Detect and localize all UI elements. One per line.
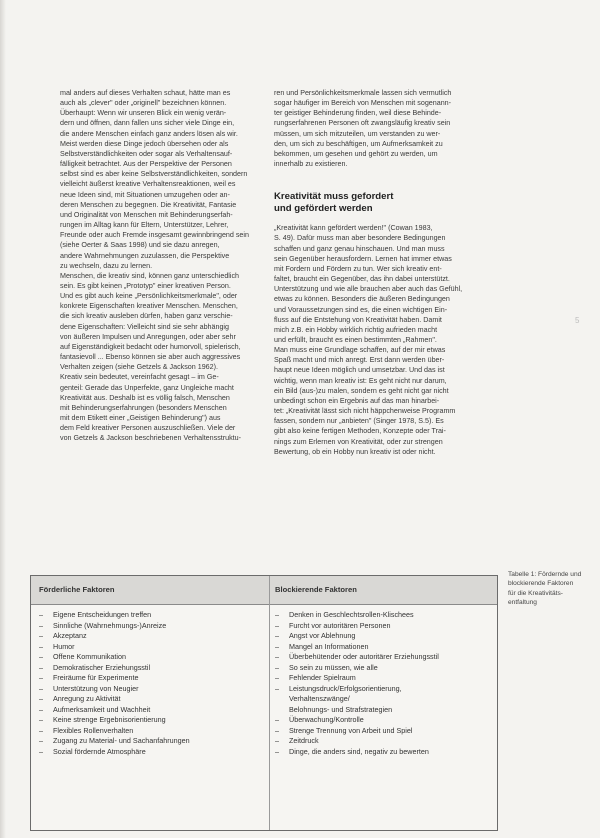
table-list-item	[39, 631, 263, 642]
table-list-item	[39, 736, 263, 747]
table-list-item	[275, 642, 493, 653]
body-text-line: zu wechseln, dazu zu lernen.	[60, 261, 153, 270]
table-item-text: Denken in Geschlechtsrollen-Klischees	[289, 610, 414, 619]
section-heading-line-1: Kreativität muss gefordert	[274, 191, 394, 203]
section-heading	[274, 191, 480, 215]
body-text-line: unbedingt schon ein Ergebnis auf das man hinarbei-	[274, 396, 440, 405]
body-text-line: nings zum Erlernen von Kreativität, oder zur strengen	[274, 437, 443, 446]
body-text-line: genteil: Gerade das Unperfekte, ganz Ungleiche macht	[60, 383, 234, 392]
table-item-text: Eigene Entscheidungen treffen	[53, 610, 152, 619]
table-list-item	[275, 663, 493, 674]
table-item-text: Zeitdruck	[289, 736, 319, 745]
section-heading-line-2: und gefördert werden	[274, 203, 373, 215]
table-item-text: Furcht vor autoritären Personen	[289, 620, 391, 630]
table-caption	[508, 570, 580, 608]
table-item-text: So sein zu müssen, wie alle	[289, 662, 378, 672]
dash-bullet: –	[275, 652, 279, 661]
table-item-text: Mangel an Informationen	[289, 641, 369, 651]
dash-bullet: –	[275, 683, 279, 693]
body-text-line: fassen, sondern nur „anbieten" (Singer 1978, S.5). Es	[274, 417, 444, 426]
table-list-item	[275, 631, 493, 642]
body-text-line: Verhalten zeigen (siehe Getzels & Jackson 1962).	[60, 363, 218, 372]
body-text-line: mit dem Etikett einer „Geistigen Behinderung") aus	[60, 414, 221, 422]
body-text-line: Kreativ sein bedeutet, vereinfacht gesagt – im Ge-	[60, 373, 219, 382]
body-text-line: auf Eigenständigkeit bedacht oder humorvoll, spielerisch,	[60, 342, 241, 351]
table-list-item	[39, 673, 263, 684]
body-text-line: fluss auf die Entstehung von Kreativität haben. Damit	[274, 315, 442, 324]
right-column-intro	[274, 88, 480, 169]
body-text-line: dern und öffnen, dann fallen uns sicher viele Dinge ein,	[60, 119, 235, 128]
blocking-factors-list	[275, 610, 493, 757]
table-list-item	[39, 684, 263, 695]
table-item-text: Sozial fördernde Atmosphäre	[53, 746, 146, 756]
dash-bullet: –	[275, 641, 279, 651]
body-text-line: mal anders auf dieses Verhalten schaut, hätte man es	[60, 89, 231, 97]
table-item-text: Überbehütender oder autoritärer Erziehungsstil	[289, 652, 439, 661]
table-header-row	[31, 576, 497, 605]
table-item-text: Akzeptanz	[53, 631, 87, 640]
table-item-text: Freiräume für Experimente	[53, 673, 139, 682]
table-list-item	[39, 726, 263, 737]
body-text-line: die sich kreativ ausleben dürfen, haben ganz verschie-	[60, 312, 233, 321]
body-text-line: fantasievoll ... Ebenso können sie aber auch aggressives	[60, 353, 241, 362]
dash-bullet: –	[39, 715, 43, 724]
dash-bullet: –	[275, 620, 279, 630]
body-text-line: selbst sind es aber keine Selbstverständlichkeiten, sondern	[60, 170, 248, 179]
body-text-line: konkrete Eigenschaften kreativer Menschen. Menschen,	[60, 302, 238, 311]
table-list-item	[275, 610, 493, 621]
body-text-line: faltet, braucht ein Gegenüber, das ihn dabei unterstützt.	[274, 275, 450, 284]
caption-line: Tabelle 1: Fördernde und	[508, 571, 582, 578]
caption-line: blockierende Faktoren	[508, 580, 574, 588]
body-text-line: Freunde oder auch Fremde insgesamt gewinnbringend sein	[60, 231, 249, 240]
body-text-line: innerhalb zu existieren.	[274, 160, 348, 169]
body-text-line: deren Menschen zu begegnen. Die Kreativität, Fantasie	[60, 200, 237, 209]
dash-bullet: –	[39, 746, 43, 756]
table-list-item	[275, 652, 493, 663]
body-text-line: und Voraussetzungen sind es, die einen wichtigen Ein-	[274, 305, 448, 314]
dash-bullet: –	[39, 631, 43, 640]
table-item-text: Flexibles Rollenverhalten	[53, 725, 134, 735]
table-list-item	[275, 673, 493, 684]
table-item-text: Aufmerksamkeit und Wachheit	[53, 704, 151, 714]
dash-bullet: –	[275, 662, 279, 672]
right-column-body	[274, 223, 480, 457]
body-text-line: mit Behinderungserfahrungen (besonders Menschen	[60, 403, 227, 412]
body-text-line: von äußeren Impulsen und Anregungen, oder aber sehr	[60, 332, 236, 341]
page-margin-mark: 5	[575, 316, 580, 325]
dash-bullet: –	[39, 620, 43, 630]
dash-bullet: –	[275, 736, 279, 745]
right-text-column	[274, 88, 480, 457]
table-item-text: Leistungsdruck/Erfolgsorientierung,	[289, 683, 402, 693]
table-item-text: Humor	[53, 641, 75, 651]
table-item-text: Verhaltenszwänge/	[289, 694, 350, 703]
body-text-line: „Kreativität kann gefördert werden!" (Cowan 1983,	[274, 224, 433, 233]
promoting-factors-list	[39, 610, 263, 757]
body-text-line: Kreativität aus. Deshalb ist es völlig falsch, Menschen	[60, 393, 230, 402]
dash-bullet: –	[275, 610, 279, 619]
body-text-line: ein Bild (aus-)zu malen, sondern es geht nicht gar nicht	[274, 386, 449, 395]
body-text-line: rungen im Alltag kann für Eltern, Unterstützer, Lehrer,	[60, 221, 229, 230]
table-item-text: Überwachung/Kontrolle	[289, 715, 364, 724]
table-item-text: Dinge, die anders sind, negativ zu bewerten	[289, 746, 429, 756]
body-text-line: Bewertung, ob ein Hobby nun kreativ ist oder nicht.	[274, 447, 436, 456]
table-item-text: Zugang zu Material- und Sachanfahrungen	[53, 736, 190, 745]
table-item-text: Anregung zu Aktivität	[53, 694, 121, 703]
dash-bullet: –	[39, 683, 43, 693]
dash-bullet: –	[275, 631, 279, 640]
dash-bullet: –	[39, 641, 43, 651]
body-text-line: Und es gibt auch keine „Persönlichkeitsmerkmale", oder	[60, 292, 238, 301]
body-text-line: mit Fordern und Fördern zu tun. Wer sich kreativ ent-	[274, 264, 442, 273]
body-text-line: Selbstverständlichkeiten oder sogar als Verhaltensauf-	[60, 149, 233, 158]
dash-bullet: –	[275, 725, 279, 735]
table-item-text: Offene Kommunikation	[53, 652, 126, 661]
table-list-item	[275, 621, 493, 632]
table-list-item	[39, 694, 263, 705]
table-list-item	[39, 652, 263, 663]
body-text-line: andere Wahrnehmungen zuzulassen, die Perspektive	[60, 251, 230, 260]
dash-bullet: –	[39, 736, 43, 745]
dash-bullet: –	[39, 673, 43, 682]
factors-table	[30, 575, 498, 831]
table-list-item	[39, 747, 263, 758]
table-list-item	[39, 715, 263, 726]
dash-bullet: –	[39, 704, 43, 714]
body-text-line: sein. Es gibt keinen „Prototyp" einer kreativen Person.	[60, 281, 231, 290]
table-list-item	[275, 726, 493, 737]
body-text-line: Menschen, die kreativ sind, können ganz unterschiedlich	[60, 271, 240, 280]
body-text-line: Meist werden diese Dinge jedoch übersehen oder als	[60, 139, 229, 148]
dash-bullet: –	[275, 715, 279, 724]
body-text-line: dene Eigenschaften: Vielleicht sind sie sehr abhängig	[60, 322, 229, 331]
table-column-divider	[269, 576, 270, 830]
dash-bullet: –	[39, 694, 43, 703]
table-header-left: Förderliche Faktoren	[39, 585, 115, 594]
dash-bullet: –	[39, 725, 43, 735]
dash-bullet: –	[39, 652, 43, 661]
table-list-item	[275, 705, 493, 716]
left-text-column	[60, 88, 262, 443]
body-text-line: den, um sich zu beschäftigen, um Aufmerksamkeit zu	[274, 139, 443, 148]
body-text-line: haupt neue Ideen möglich und umsetzbar. Und das ist	[274, 366, 445, 375]
dash-bullet: –	[275, 673, 279, 682]
body-text-line: und Originalität von Menschen mit Behinderungserfah-	[60, 210, 233, 219]
table-item-text: Belohnungs- und Strafstrategien	[289, 704, 393, 714]
table-list-item	[39, 621, 263, 632]
table-item-text: Unterstützung von Neugier	[53, 683, 139, 693]
body-text-line: etwas zu können. Besonders die äußeren Bedingungen	[274, 295, 450, 304]
body-text-line: S. 49). Dafür muss man aber besondere Bedingungen	[274, 234, 446, 243]
table-list-item	[275, 715, 493, 726]
dash-bullet: –	[39, 610, 43, 619]
caption-line: entfaltung	[508, 599, 537, 607]
table-list-item	[39, 705, 263, 716]
body-text-line: die andere Menschen einfach ganz anders lösen als wir.	[60, 129, 238, 138]
table-item-text: Demokratischer Erziehungsstil	[53, 662, 151, 672]
body-text-line: und erfüllt, braucht es einen bestimmten „Rahmen".	[274, 335, 437, 344]
table-list-item	[39, 663, 263, 674]
body-text-line: Spaß macht und mich anregt. Erst dann werden über-	[274, 356, 445, 365]
table-list-item	[275, 694, 493, 705]
body-text-line: ren und Persönlichkeitsmerkmale lassen sich vermutlich	[274, 89, 452, 97]
body-text-line: sein Gegenüber herausfordern. Lernen hat immer etwas	[274, 254, 452, 263]
body-text-line: schaffen und ganz genau hinschauen. Und man muss	[274, 244, 445, 253]
table-header-right: Blockierende Faktoren	[275, 585, 357, 594]
body-text-line: rungserfahrenen Personen oft zwangsläufig kreativ sein	[274, 119, 451, 128]
body-text-line: tet: „Kreativität lässt sich nicht häppchenweise Programm	[274, 407, 456, 416]
table-list-item	[275, 736, 493, 747]
body-text-line: bekommen, um gesehen und gehört zu werden, um	[274, 149, 438, 158]
body-text-line: wichtig, wenn man kreativ ist: Es geht nicht nur darum,	[274, 376, 447, 385]
body-text-line: gibt also keine fertigen Methoden, Konzepte oder Trai-	[274, 427, 446, 436]
table-list-item	[275, 747, 493, 758]
table-list-item	[39, 642, 263, 653]
table-list-item	[275, 684, 493, 695]
table-item-text: Sinnliche (Wahrnehmungs-)Anreize	[53, 620, 167, 630]
body-text-line: vielleicht äußerst kreative Verhaltensreaktionen, weil es	[60, 180, 236, 189]
dash-bullet: –	[275, 746, 279, 756]
table-item-text: Strenge Trennung von Arbeit und Spiel	[289, 725, 413, 735]
binding-edge	[0, 0, 6, 838]
body-text-line: auch als „clever" oder „originell" bezeichnen können.	[60, 99, 227, 108]
body-text-line: von Getzels & Jackson beschriebenen Verhaltensstruktu-	[60, 434, 241, 443]
body-text-line: ter geistiger Behinderung finden, weil diese Behinde-	[274, 109, 442, 118]
table-item-text: Keine strenge Ergebnisorientierung	[53, 715, 166, 724]
table-list-item	[39, 610, 263, 621]
body-text-line: Man muss eine Grundlage schaffen, auf der mir etwas	[274, 346, 446, 355]
body-text-line: dem Feld kreativer Personen auszuschließen. Viele der	[60, 424, 236, 433]
body-text-line: Unterstützung und wie alle brauchen aber auch das Gefühl,	[274, 285, 463, 294]
body-text-line: (siehe Oerter & Saas 1998) und sie dazu anregen,	[60, 241, 220, 250]
body-text-line: mich z.B. ein Hobby wirklich richtig aufrieden macht	[274, 325, 438, 334]
body-text-line: Überhaupt: Wenn wir unseren Blick ein wenig verän-	[60, 109, 227, 118]
body-text-line: sogar häufiger im Bereich von Menschen mit sogenann-	[274, 99, 452, 108]
caption-line: für die Kreativitäts-	[508, 589, 563, 597]
body-text-line: neue Ideen sind, mit Situationen umzugehen oder an-	[60, 190, 230, 199]
body-text-line: fälligkeit betrachtet. Aus der Perspektive der Personen	[60, 160, 232, 169]
table-item-text: Fehlender Spielraum	[289, 673, 356, 682]
body-text-line: müssen, um sich mitzuteilen, um verstanden zu wer-	[274, 129, 441, 138]
table-item-text: Angst vor Ablehnung	[289, 631, 356, 640]
dash-bullet: –	[39, 662, 43, 672]
